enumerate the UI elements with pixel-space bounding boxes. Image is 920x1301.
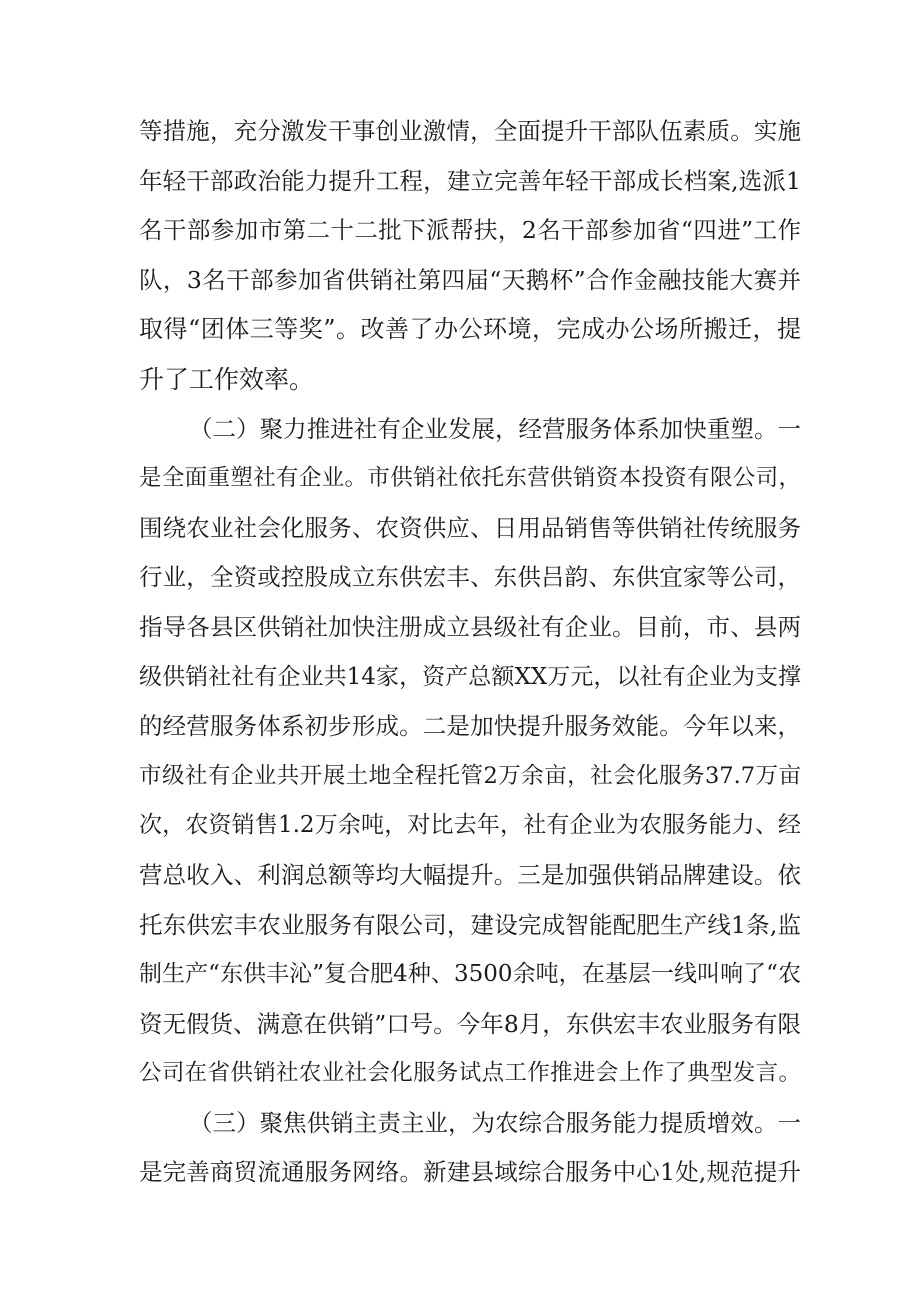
text-line: 是完善商贸流通服务网络。新建县域综合服务中心1处,规范提升 [139, 1158, 801, 1187]
text-line: 指导各县区供销社加快注册成立县级社有企业。目前，市、县两 [139, 612, 801, 641]
text-line: 公司在省供销社农业社会化服务试点工作推进会上作了典型发言。 [139, 1060, 801, 1087]
paragraph-3 [139, 1099, 801, 1198]
text-line: 的经营服务体系初步形成。二是加快提升服务效能。今年以来， [139, 712, 801, 741]
document-body [139, 107, 801, 1198]
text-line: 等措施，充分激发干事创业激情，全面提升干部队伍素质。实施 [139, 117, 801, 145]
text-line: 名干部参加市第二十二批下派帮扶，2名干部参加省“四进”工作 [139, 216, 801, 245]
text-line: 取得“团体三等奖”。改善了办公环境，完成办公场所搬迁，提 [139, 315, 801, 344]
text-line: 行业，全资或控股成立东供宏丰、东供吕韵、东供宜家等公司， [139, 563, 801, 592]
text-line: 资无假货、满意在供销”口号。今年8月，东供宏丰农业服务有限 [139, 1009, 801, 1038]
text-line: 营总收入、利润总额等均大幅提升。三是加强供销品牌建设。依 [139, 860, 801, 889]
text-line: 围绕农业社会化服务、农资供应、日用品销售等供销社传统服务 [139, 513, 801, 542]
text-line: 升了工作效率。 [139, 364, 315, 394]
text-line: （三）聚焦供销主责主业，为农综合服务能力提质增效。一 [189, 1108, 801, 1137]
text-line: 年轻干部政治能力提升工程，建立完善年轻干部成长档案,选派1 [139, 166, 801, 195]
text-line: 是全面重塑社有企业。市供销社依托东营供销资本投资有限公司， [139, 465, 801, 492]
text-line: （二）聚力推进社有企业发展，经营服务体系加快重塑。一 [189, 414, 801, 443]
text-line: 次，农资销售1.2万余吨，对比去年，社有企业为农服务能力、经 [139, 812, 801, 839]
paragraph-1 [139, 107, 801, 405]
paragraph-2 [139, 405, 801, 1099]
text-line: 托东供宏丰农业服务有限公司，建设完成智能配肥生产线1条,监 [139, 910, 801, 939]
text-line: 级供销社社有企业共14家，资产总额XX万元，以社有企业为支撑 [139, 663, 801, 690]
text-line: 市级社有企业共开展土地全程托管2万余亩，社会化服务37.7万亩 [139, 762, 801, 789]
text-line: 制生产“东供丰沁”复合肥4种、3500余吨，在基层一线叫响了“农 [139, 961, 801, 988]
text-line: 队，3名干部参加省供销社第四届“天鹅杯”合作金融技能大赛并 [139, 265, 801, 294]
